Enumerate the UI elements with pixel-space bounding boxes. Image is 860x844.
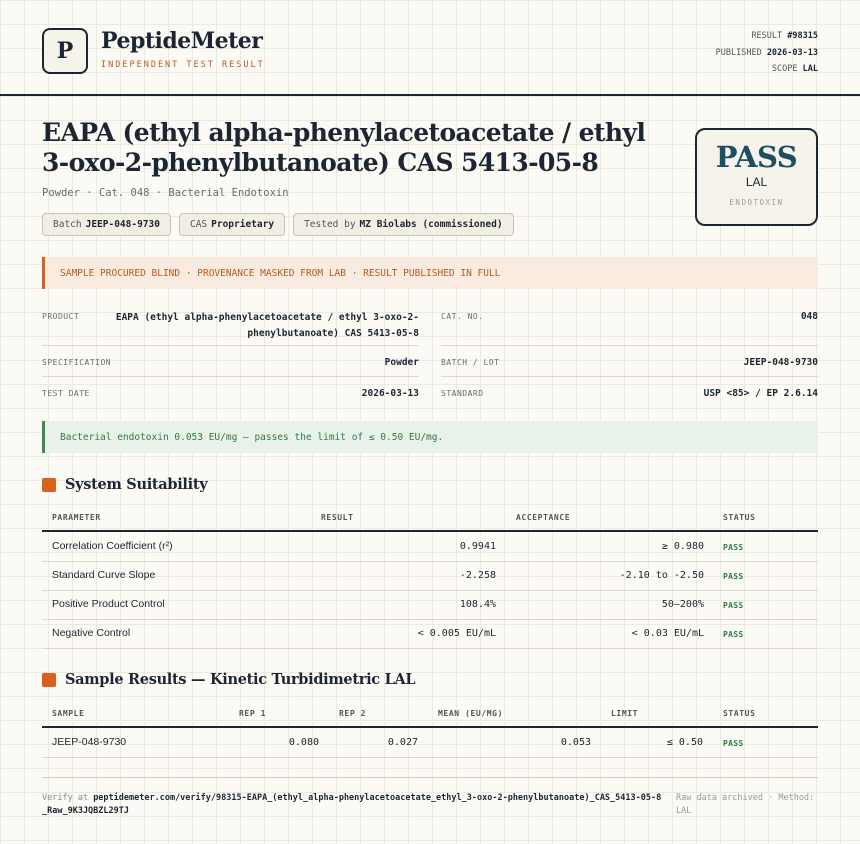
row-divider — [42, 590, 818, 591]
report-meta — [716, 28, 818, 78]
brand-logo: P — [42, 28, 88, 74]
table-header-rule — [42, 530, 818, 532]
cas-chip: CAS Proprietary — [179, 213, 285, 236]
verify-link[interactable]: peptidemeter.com/verify/98315-EAPA_(ethyl_alpha-phenylacetoacetate_ethyl_3-oxo-2-phenylbutanoate)_CAS_5413-05-8_Raw_9K3JQBZL29TJ — [42, 793, 662, 816]
table-header-rule — [42, 726, 818, 728]
status-badge: PASS — [723, 572, 744, 581]
column-header: ACCEPTANCE — [516, 513, 571, 522]
column-header: REP 1 — [239, 709, 267, 718]
row-divider — [42, 648, 818, 649]
header-divider — [0, 94, 860, 96]
status-badge: PASS — [723, 630, 744, 639]
report-header — [0, 0, 860, 96]
verify-note: Verify at peptidemeter.com/verify/98315-EAPA_(ethyl_alpha-phenylacetoacetate_ethyl_3-oxo-2-phenylbutanoate)_CAS_5413-05-8_Raw_9K3JQBZL29TJ — [42, 793, 662, 816]
info-test-date: TEST DATE 2026-03-13 — [42, 388, 419, 399]
meta-result: RESULT #98315 — [751, 31, 818, 41]
section-marker-icon — [42, 478, 56, 492]
sample-results-heading: Sample Results — Kinetic Turbidimetric LAL — [42, 671, 415, 688]
info-divider — [42, 345, 419, 346]
row-divider — [42, 619, 818, 620]
suitability-heading: System Suitability — [42, 476, 207, 493]
meta-published: PUBLISHED 2026-03-13 — [715, 47, 818, 58]
result-statement: Bacterial endotoxin 0.053 EU/mg — passes the limit of ≤ 0.50 EU/mg. — [42, 421, 818, 453]
info-cat-no: CAT. NO. 048 — [441, 311, 818, 322]
verdict-text: PASS — [715, 140, 798, 174]
info-divider — [441, 345, 818, 346]
column-header: STATUS — [723, 513, 756, 522]
info-divider — [441, 376, 818, 377]
info-standard: STANDARD USP <85> / EP 2.6.14 — [441, 388, 818, 399]
tested-by-chip: Tested by MZ Biolabs (commissioned) — [293, 213, 513, 236]
info-divider — [42, 376, 419, 377]
status-badge: PASS — [723, 601, 744, 610]
info-specification: SPECIFICATION Powder — [42, 357, 419, 368]
verdict-test: ENDOTOXIN — [729, 198, 784, 207]
status-badge: PASS — [723, 739, 744, 748]
column-header: LIMIT — [611, 709, 639, 718]
column-header: STATUS — [723, 709, 756, 718]
row-divider — [42, 757, 818, 758]
status-badge: PASS — [723, 543, 744, 552]
batch-chip: Batch JEEP-048-9730 — [42, 213, 171, 236]
brand-name: PeptideMeter — [101, 28, 263, 54]
info-batch-lot: BATCH / LOT JEEP-048-9730 — [441, 357, 818, 368]
row-divider — [42, 561, 818, 562]
archive-note: Raw data archived · Method: LAL — [676, 793, 815, 816]
section-marker-icon — [42, 673, 56, 687]
column-header: REP 2 — [339, 709, 367, 718]
meta-scope: SCOPE LAL — [771, 64, 818, 74]
footer-divider — [42, 777, 818, 778]
chip-row — [42, 213, 514, 236]
verdict-badge — [695, 128, 818, 226]
column-header: MEAN (EU/MG) — [438, 709, 503, 718]
procurement-notice: SAMPLE PROCURED BLIND · PROVENANCE MASKED FROM LAB · RESULT PUBLISHED IN FULL — [42, 257, 818, 289]
column-header: RESULT — [321, 513, 354, 522]
column-header: PARAMETER — [52, 513, 101, 522]
column-header: SAMPLE — [52, 709, 85, 718]
verdict-method: LAL — [745, 175, 768, 189]
page-title: EAPA (ethyl alpha-phenylacetoacetate / ethyl 3-oxo-2-phenylbutanoate) CAS 5413-05-8 — [42, 118, 646, 177]
brand-tagline: INDEPENDENT TEST RESULT — [101, 60, 265, 70]
info-product: PRODUCT EAPA (ethyl alpha-phenylacetoacetate / ethyl 3-oxo-2- phenylbutanoate) CAS 5413-05-8 — [42, 312, 419, 339]
product-subline: Powder · Cat. 048 · Bacterial Endotoxin — [42, 187, 289, 199]
